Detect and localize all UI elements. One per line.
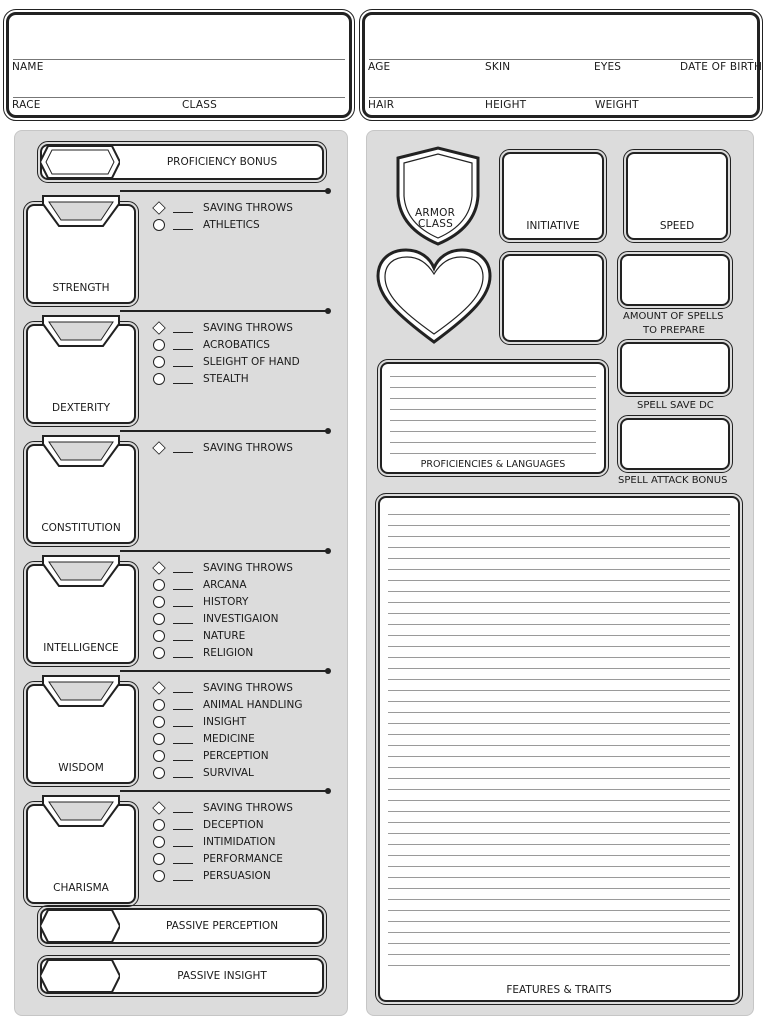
skill-label: INSIGHT — [203, 716, 247, 728]
ruled-line — [388, 910, 730, 911]
skill-label: RELIGION — [203, 647, 254, 659]
divider-end-dot — [325, 788, 331, 794]
dob-label: DATE OF BIRTH — [680, 61, 763, 73]
header-appearance-box — [362, 12, 763, 118]
eyes-label: EYES — [594, 61, 622, 73]
saving-throw-proficiency-diamond-icon[interactable] — [152, 321, 166, 335]
skill-label: ACROBATICS — [203, 339, 270, 351]
armor-class-label-1: ARMOR — [415, 207, 456, 219]
proficiencies-languages-label: PROFICIENCIES & LANGUAGES — [420, 459, 566, 470]
ruled-line — [390, 387, 596, 388]
ruled-line — [388, 921, 730, 922]
ruled-line — [388, 701, 730, 702]
armor-class-shield — [388, 144, 488, 248]
skill-modifier-blank[interactable] — [173, 357, 193, 367]
skill-modifier-blank[interactable] — [173, 871, 193, 881]
skill-proficiency-circle-icon[interactable] — [153, 579, 165, 591]
skill-proficiency-circle-icon[interactable] — [153, 356, 165, 368]
ruled-line — [388, 866, 730, 867]
skill-row[interactable] — [153, 680, 293, 696]
ruled-line — [388, 833, 730, 834]
ability-connector — [120, 550, 150, 570]
skill-modifier-blank[interactable] — [173, 837, 193, 847]
ability-divider — [150, 790, 328, 792]
skill-label: PERSUASION — [203, 870, 271, 882]
ruled-line — [388, 767, 730, 768]
header-identity-box — [6, 12, 352, 118]
skill-label: INVESTIGAION — [203, 613, 279, 625]
skill-proficiency-circle-icon[interactable] — [153, 870, 165, 882]
skill-modifier-blank[interactable] — [173, 323, 193, 333]
skill-modifier-blank[interactable] — [173, 203, 193, 213]
skill-row[interactable] — [153, 217, 260, 233]
class-label: CLASS — [182, 99, 217, 111]
spell-attack-bonus-label: SPELL ATTACK BONUS — [618, 475, 728, 486]
saving-throw-proficiency-diamond-icon[interactable] — [152, 681, 166, 695]
skill-row[interactable] — [153, 320, 293, 336]
initiative-label: INITIATIVE — [526, 220, 580, 232]
hit-dice-box — [502, 254, 604, 342]
ruled-line — [388, 646, 730, 647]
ruled-line — [388, 624, 730, 625]
skill-row[interactable] — [153, 337, 270, 353]
skill-row[interactable] — [153, 731, 255, 747]
saving-throw-proficiency-diamond-icon[interactable] — [152, 561, 166, 575]
skill-row[interactable] — [153, 628, 245, 644]
ability-modifier-frame — [41, 670, 121, 710]
ruled-line — [388, 712, 730, 713]
ability-divider — [150, 550, 328, 552]
ruled-line — [388, 668, 730, 669]
spells-to-prepare-label-2: TO PREPARE — [643, 325, 705, 336]
ruled-line — [388, 723, 730, 724]
ruled-line — [388, 822, 730, 823]
divider-end-dot — [325, 668, 331, 674]
ruled-line — [388, 569, 730, 570]
skill-proficiency-circle-icon[interactable] — [153, 630, 165, 642]
ruled-line — [388, 965, 730, 966]
skill-proficiency-circle-icon[interactable] — [153, 699, 165, 711]
ruled-line — [390, 398, 596, 399]
skill-proficiency-circle-icon[interactable] — [153, 836, 165, 848]
skill-proficiency-circle-icon[interactable] — [153, 853, 165, 865]
ability-divider — [150, 310, 328, 312]
ruled-line — [388, 635, 730, 636]
skill-proficiency-circle-icon[interactable] — [153, 339, 165, 351]
skill-row[interactable] — [153, 200, 293, 216]
spell-save-dc-label: SPELL SAVE DC — [637, 400, 714, 411]
saving-throw-proficiency-diamond-icon[interactable] — [152, 441, 166, 455]
ability-connector — [120, 430, 150, 450]
ruled-line — [388, 690, 730, 691]
hair-label: HAIR — [368, 99, 395, 111]
skill-row[interactable] — [153, 834, 276, 850]
skill-modifier-blank[interactable] — [173, 220, 193, 230]
ruled-line — [388, 789, 730, 790]
proficiencies-lines — [390, 376, 596, 464]
skill-label: PERCEPTION — [203, 750, 269, 762]
ruled-line — [388, 591, 730, 592]
skill-row[interactable] — [153, 697, 303, 713]
skill-modifier-blank[interactable] — [173, 443, 193, 453]
skill-row[interactable] — [153, 645, 253, 661]
skill-modifier-blank[interactable] — [173, 374, 193, 384]
ability-modifier-frame — [41, 550, 121, 590]
skill-label: SAVING THROWS — [203, 802, 293, 814]
skill-modifier-blank[interactable] — [173, 563, 193, 573]
ruled-line — [388, 899, 730, 900]
ruled-line — [388, 602, 730, 603]
skill-proficiency-circle-icon[interactable] — [153, 596, 165, 608]
skill-proficiency-circle-icon[interactable] — [153, 733, 165, 745]
skill-row[interactable] — [153, 560, 293, 576]
skill-modifier-blank[interactable] — [173, 631, 193, 641]
proficiency-bonus-label: PROFICIENCY BONUS — [166, 156, 278, 168]
skill-modifier-blank[interactable] — [173, 768, 193, 778]
height-label: HEIGHT — [485, 99, 527, 111]
skill-proficiency-circle-icon[interactable] — [153, 647, 165, 659]
skill-modifier-blank[interactable] — [173, 340, 193, 350]
skill-label: SAVING THROWS — [203, 562, 293, 574]
ruled-line — [388, 514, 730, 515]
armor-class-label-2: CLASS — [418, 218, 453, 230]
skill-label: NATURE — [203, 630, 246, 642]
skill-label: HISTORY — [203, 596, 249, 608]
skill-row[interactable] — [153, 748, 269, 764]
speed-box — [626, 152, 728, 240]
features-traits-label: FEATURES & TRAITS — [506, 984, 612, 996]
passive-insight-label: PASSIVE INSIGHT — [177, 970, 267, 982]
skin-label: SKIN — [485, 61, 511, 73]
spell-attack-bonus-box — [620, 418, 730, 470]
skill-proficiency-circle-icon[interactable] — [153, 819, 165, 831]
ruled-line — [388, 778, 730, 779]
proficiencies-languages-box[interactable] — [380, 362, 606, 474]
ability-name: CHARISMA — [53, 882, 109, 894]
skill-row[interactable] — [153, 765, 254, 781]
ruled-line — [390, 409, 596, 410]
skill-row[interactable] — [153, 354, 300, 370]
skill-modifier-blank[interactable] — [173, 614, 193, 624]
spell-save-dc-box — [620, 342, 730, 394]
ability-name: INTELLIGENCE — [43, 642, 119, 654]
ruled-line — [388, 525, 730, 526]
saving-throw-proficiency-diamond-icon[interactable] — [152, 801, 166, 815]
skill-proficiency-circle-icon[interactable] — [153, 373, 165, 385]
hit-points-heart — [376, 248, 492, 346]
skill-proficiency-circle-icon[interactable] — [153, 767, 165, 779]
divider-end-dot — [325, 548, 331, 554]
saving-throw-proficiency-diamond-icon[interactable] — [152, 201, 166, 215]
features-traits-box[interactable] — [378, 496, 740, 1002]
ruled-line — [390, 376, 596, 377]
ability-name: STRENGTH — [52, 282, 110, 294]
ruled-line — [388, 800, 730, 801]
skill-label: SAVING THROWS — [203, 442, 293, 454]
ruled-line — [388, 745, 730, 746]
skill-modifier-blank[interactable] — [173, 717, 193, 727]
skill-row[interactable] — [153, 440, 293, 456]
skill-label: INTIMIDATION — [203, 836, 276, 848]
ruled-line — [388, 536, 730, 537]
divider-end-dot — [325, 308, 331, 314]
skill-row[interactable] — [153, 611, 278, 627]
ruled-line — [388, 580, 730, 581]
skill-label: STEALTH — [203, 373, 249, 385]
initiative-box — [502, 152, 604, 240]
ruled-line — [390, 431, 596, 432]
ability-modifier-frame — [41, 790, 121, 830]
skill-label: SAVING THROWS — [203, 322, 293, 334]
ability-name: WISDOM — [58, 762, 104, 774]
ability-connector — [120, 790, 150, 810]
race-label: RACE — [12, 99, 41, 111]
skill-proficiency-circle-icon[interactable] — [153, 219, 165, 231]
skill-modifier-blank[interactable] — [173, 820, 193, 830]
ruled-line — [388, 679, 730, 680]
ruled-line — [388, 877, 730, 878]
ability-divider — [150, 190, 328, 192]
passive-insight-box — [40, 958, 324, 994]
ability-divider — [150, 670, 328, 672]
skill-label: ARCANA — [203, 579, 247, 591]
skill-row[interactable] — [153, 800, 293, 816]
ruled-line — [388, 734, 730, 735]
ruled-line — [390, 442, 596, 443]
ruled-line — [390, 453, 596, 454]
ability-connector — [120, 670, 150, 690]
skill-label: SAVING THROWS — [203, 202, 293, 214]
ruled-line — [388, 558, 730, 559]
skill-modifier-blank[interactable] — [173, 683, 193, 693]
skill-row[interactable] — [153, 714, 246, 730]
spells-to-prepare-label-1: AMOUNT OF SPELLS — [623, 311, 724, 322]
weight-label: WEIGHT — [595, 99, 639, 111]
ruled-line — [388, 844, 730, 845]
ability-divider — [150, 430, 328, 432]
skill-modifier-blank[interactable] — [173, 700, 193, 710]
ability-connector — [120, 310, 150, 330]
skill-row[interactable] — [153, 868, 271, 884]
ability-connector — [120, 190, 150, 210]
ability-modifier-frame — [41, 190, 121, 230]
age-label: AGE — [368, 61, 391, 73]
skill-label: SURVIVAL — [203, 767, 254, 779]
spells-to-prepare-box — [620, 254, 730, 306]
ruled-line — [388, 855, 730, 856]
skill-label: MEDICINE — [203, 733, 255, 745]
ruled-line — [388, 932, 730, 933]
skill-row[interactable] — [153, 817, 264, 833]
ability-modifier-frame — [41, 310, 121, 350]
skill-modifier-blank[interactable] — [173, 648, 193, 658]
passive-perception-box — [40, 908, 324, 944]
skill-proficiency-circle-icon[interactable] — [153, 613, 165, 625]
skill-row[interactable] — [153, 577, 247, 593]
ruled-line — [388, 657, 730, 658]
skill-label: SAVING THROWS — [203, 682, 293, 694]
passive-insight-value-frame — [40, 956, 120, 996]
skill-row[interactable] — [153, 371, 249, 387]
skill-modifier-blank[interactable] — [173, 580, 193, 590]
skill-row[interactable] — [153, 851, 283, 867]
skill-modifier-blank[interactable] — [173, 803, 193, 813]
skill-label: ANIMAL HANDLING — [203, 699, 303, 711]
skill-proficiency-circle-icon[interactable] — [153, 716, 165, 728]
passive-perception-value-frame — [40, 906, 120, 946]
ruled-line — [388, 547, 730, 548]
skill-label: PERFORMANCE — [203, 853, 283, 865]
skill-modifier-blank[interactable] — [173, 751, 193, 761]
ruled-line — [388, 613, 730, 614]
skill-proficiency-circle-icon[interactable] — [153, 750, 165, 762]
ruled-line — [390, 420, 596, 421]
skill-modifier-blank[interactable] — [173, 854, 193, 864]
skill-label: SLEIGHT OF HAND — [203, 356, 300, 368]
ruled-line — [388, 954, 730, 955]
divider-end-dot — [325, 428, 331, 434]
ability-modifier-frame — [41, 430, 121, 470]
features-lines — [388, 514, 730, 976]
skill-modifier-blank[interactable] — [173, 597, 193, 607]
divider-end-dot — [325, 188, 331, 194]
skill-modifier-blank[interactable] — [173, 734, 193, 744]
ability-name: CONSTITUTION — [41, 522, 121, 534]
proficiency-bonus-box — [40, 144, 324, 180]
ability-name: DEXTERITY — [52, 402, 110, 414]
name-label: NAME — [12, 61, 44, 73]
ruled-line — [388, 888, 730, 889]
skill-label: DECEPTION — [203, 819, 264, 831]
ruled-line — [388, 943, 730, 944]
speed-label: SPEED — [659, 220, 695, 232]
passive-perception-label: PASSIVE PERCEPTION — [165, 920, 279, 932]
skill-label: ATHLETICS — [203, 219, 260, 231]
proficiency-bonus-value-frame — [40, 142, 120, 182]
skill-row[interactable] — [153, 594, 248, 610]
ruled-line — [388, 756, 730, 757]
ruled-line — [388, 811, 730, 812]
